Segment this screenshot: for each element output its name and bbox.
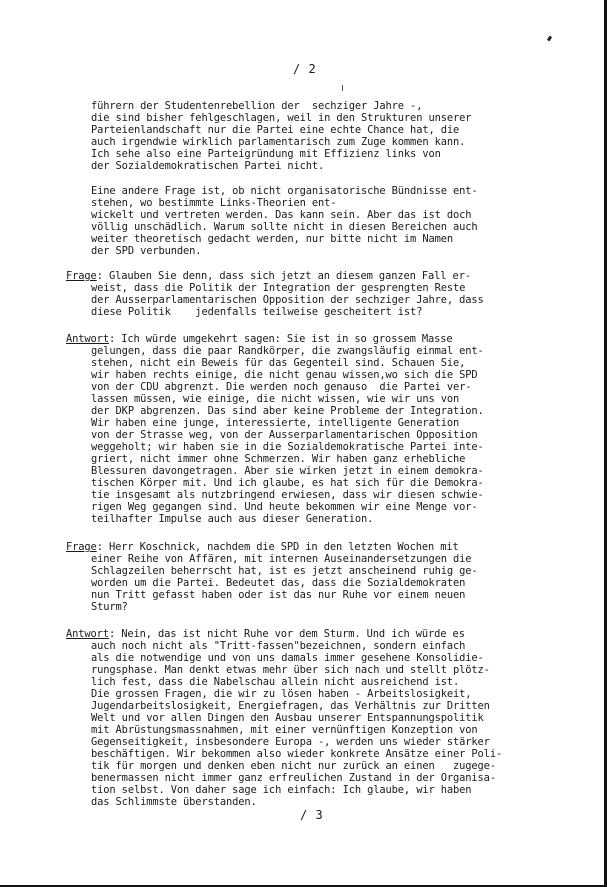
text-line: worden um die Partei. Bedeutet das, dass die Sozialdemokraten <box>91 577 466 589</box>
text-line: führern der Studentenrebellion der sechziger Jahre -, <box>91 100 423 112</box>
question-label: Frage <box>66 541 97 553</box>
text-line: das Schlimmste überstanden. <box>91 796 257 808</box>
scan-speck <box>342 85 343 91</box>
text-line: nun Tritt gefasst haben oder ist das nur Ruhe vor einem neuen <box>91 589 466 601</box>
text-line: beschäftigen. Wir bekommen also wieder konkrete Ansätze einer Poli- <box>91 748 503 760</box>
text-line: mit Abrüstungsmassnahmen, mit einer vernünftigen Konzeption von <box>91 724 478 736</box>
text-line: Parteienlandschaft nur die Partei eine echte Chance hat, die <box>91 124 460 136</box>
text-line: tischen Körper mit. Und ich glaube, es hat sich für die Demokra- <box>91 477 484 489</box>
text-line: teilhafter Impulse auch aus dieser Generation. <box>91 513 374 525</box>
text-line: als die notwendige und von uns damals immer gesehene Konsolidie- <box>91 652 484 664</box>
text-line: Die grossen Fragen, die wir zu lösen haben - Arbeitslosigkeit, <box>91 688 472 700</box>
text-line: auch noch nicht als "Tritt-fassen"bezeichnen, sondern einfach <box>91 640 466 652</box>
text-line: gelungen, dass die paar Randkörper, die zwangsläufig einmal ent- <box>91 345 484 357</box>
text-line: : Ich würde umgekehrt sagen: Sie ist in so grossem Masse <box>108 333 453 345</box>
text-line: Sturm? <box>91 601 128 613</box>
text-line: tie insgesamt als nutzbringend erwiesen, dass wir diesen schwie- <box>91 489 484 501</box>
text-line: der SPD verbunden. <box>91 245 202 257</box>
question-label: Frage <box>66 270 97 282</box>
text-line: wickelt und vertreten werden. Das kann sein. Aber das ist doch <box>91 209 472 221</box>
text-line: Gegenseitigkeit, insbesondere Europa -, werden uns wieder stärker <box>91 736 490 748</box>
text-line: stehen, wo bestimmte Links-Theorien ent- <box>91 197 337 209</box>
question-first-line <box>66 270 471 282</box>
text-line: Wir haben eine junge, interessierte, intelligente Generation <box>91 417 460 429</box>
text-line: von der CDU abgrenzt. Die werden noch genauso die Partei ver- <box>91 381 472 393</box>
text-line: weiter theoretisch gedacht werden, nur bitte nicht im Namen <box>91 233 454 245</box>
text-line: diese Politik jedenfalls teilweise gescheitert ist? <box>91 306 423 318</box>
text-line: der DKP abgrenzen. Das sind aber keine Probleme der Integration. <box>91 405 484 417</box>
text-line: tik für morgen und denken eben nicht nur zurück an einen zugege- <box>91 760 496 772</box>
text-line: von der Strasse weg, von der Ausserparlamentarischen Opposition <box>91 429 478 441</box>
answer-first-line <box>66 333 453 345</box>
answer-label: Antwort <box>66 333 109 345</box>
text-line: : Herr Koschnick, nachdem die SPD in den letzten Wochen mit <box>96 541 459 553</box>
question-first-line <box>66 541 459 553</box>
text-line: lich fest, dass die Nabelschau allein nicht ausreichend ist. <box>91 676 460 688</box>
page-number: / 2 <box>293 62 317 76</box>
text-line: Blessuren davongetragen. Aber sie wirken jetzt in einem demokra- <box>91 465 484 477</box>
text-line: wir haben rechts einige, die nicht genau wissen,wo sich die SPD <box>91 369 478 381</box>
text-line: Welt und vor allen Dingen den Ausbau unserer Entspannungspolitik <box>91 712 484 724</box>
answer-label: Antwort <box>66 628 109 640</box>
text-line: rungsphase. Man denkt etwas mehr über sich nach und stellt plötz- <box>91 664 490 676</box>
text-line: Jugendarbeitslosigkeit, Energiefragen, das Verhältnis zur Dritten <box>91 700 490 712</box>
text-line: auch irgendwie wirklich parlamentarisch zum Zuge kommen kann. <box>91 136 466 148</box>
answer-first-line <box>66 628 465 640</box>
text-line: Eine andere Frage ist, ob nicht organisatorische Bündnisse ent- <box>91 185 478 197</box>
text-line: Ich sehe also eine Parteigründung mit Effizienz links von <box>91 148 441 160</box>
next-page-marker: / 3 <box>300 808 324 822</box>
text-line: die sind bisher fehlgeschlagen, weil in den Strukturen unserer <box>91 112 472 124</box>
text-line: griert, nicht immer ohne Schmerzen. Wir haben ganz erhebliche <box>91 453 466 465</box>
scan-speck <box>547 36 552 42</box>
text-line: lassen müssen, wie einige, die nicht wissen, wie wir uns von <box>91 393 460 405</box>
text-line: Schlagzeilen beherrscht hat, ist es jetzt anscheinend ruhig ge- <box>91 565 478 577</box>
text-line: der Sozialdemokratischen Partei nicht. <box>91 160 325 172</box>
text-line: völlig unschädlich. Warum sollte nicht in diesen Bereichen auch <box>91 221 478 233</box>
text-line: benermassen nicht immer ganz erfreulichen Zustand in der Organisa- <box>91 772 496 784</box>
text-line: : Nein, das ist nicht Ruhe vor dem Sturm. Und ich würde es <box>108 628 465 640</box>
text-line: stehen, nicht ein Beweis für das Gegenteil sind. Schauen Sie, <box>91 357 466 369</box>
text-line: tion selbst. Von daher sage ich einfach: Ich glaube, wir haben <box>91 784 472 796</box>
text-line: : Glauben Sie denn, dass sich jetzt an diesem ganzen Fall er- <box>96 270 471 282</box>
text-line: rigen Weg gegangen sind. Und heute bekommen wir eine Menge vor- <box>91 501 478 513</box>
text-line: weggeholt; wir haben sie in die Sozialdemokratische Partei inte- <box>91 441 484 453</box>
text-line: weist, dass die Politik der Integration der gesprengten Reste <box>91 282 466 294</box>
text-line: der Ausserparlamentarischen Opposition der sechziger Jahre, dass <box>91 294 484 306</box>
text-line: einer Reihe von Affären, mit internen Auseinandersetzungen die <box>91 553 472 565</box>
